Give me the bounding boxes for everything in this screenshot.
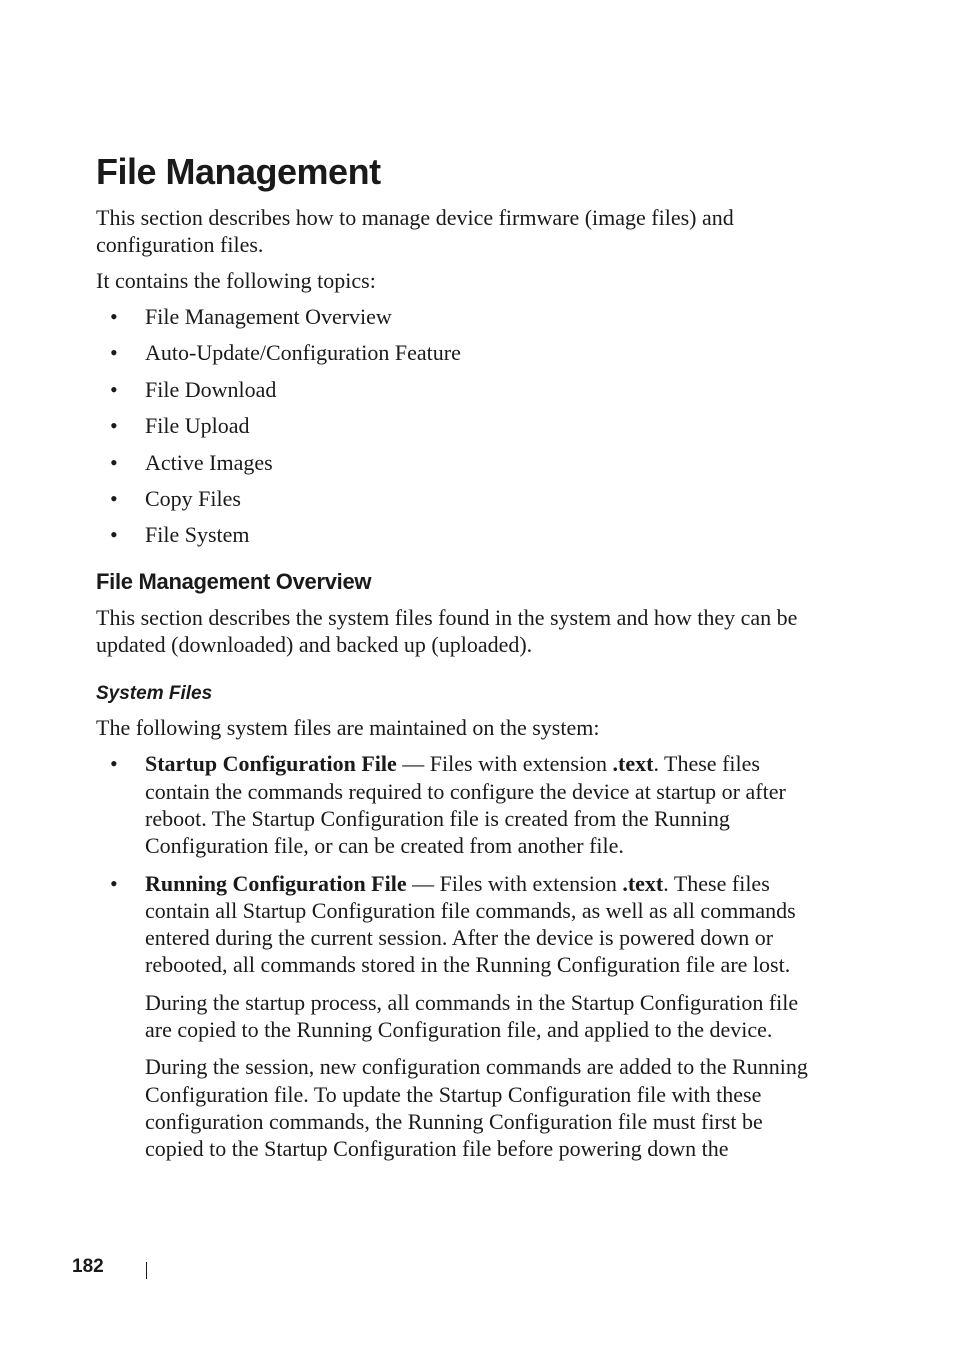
topic-item: • File System — [96, 521, 826, 548]
topic-item: • Copy Files — [96, 485, 826, 512]
overview-paragraph: This section describes the system files found in the system and how they can be updated (downloaded) and backed up (uploaded). — [96, 605, 798, 658]
topics-list — [96, 303, 826, 548]
extension-label: .text — [612, 751, 654, 777]
page-number: 182 — [72, 1256, 104, 1277]
term-dash: — Files with extension — [396, 751, 613, 777]
intro-paragraph: This section describes how to manage device firmware (image files) and configuration files. — [96, 205, 734, 257]
footer-divider — [146, 1262, 147, 1279]
extension-label: .text — [622, 870, 664, 896]
overview-heading: File Management Overview — [96, 569, 372, 595]
startup-process-paragraph: During the startup process, all commands in the Startup Configuration file are copied to the Running Configuration file, and applied to the device. — [145, 989, 799, 1043]
topics-lead: It contains the following topics: — [96, 268, 376, 293]
page-content — [96, 150, 826, 1173]
term-description: . These files contain the commands required to configure the device at startup or after reboot. The Startup Configuration file is created from the Running Configuration file, or can be created from another file. — [145, 751, 786, 859]
page-title: File Management — [96, 151, 381, 192]
system-files-list — [96, 750, 826, 1162]
running-config-paragraph — [145, 870, 826, 979]
term-label: Running Configuration File — [145, 870, 407, 896]
topic-item: • File Upload — [96, 412, 826, 439]
term-label: Startup Configuration File — [145, 751, 397, 777]
startup-config-paragraph — [145, 750, 826, 859]
topic-item: • Active Images — [96, 449, 826, 476]
topic-item: • File Management Overview — [96, 303, 826, 330]
session-paragraph: During the session, new configuration commands are added to the Running Configuration file. To update the Startup Configuration file with these configuration commands, the Running Configuration file must first be copied to the Startup Configuration file before powering down the — [145, 1054, 808, 1162]
system-files-lead: The following system files are maintained on the system: — [96, 715, 600, 741]
topic-item: • File Download — [96, 376, 826, 403]
term-dash: — Files with extension — [406, 870, 623, 896]
list-item — [96, 750, 826, 859]
term-description: . These files contain all Startup Configuration file commands, as well as all commands entered during the current session. After the device is powered down or rebooted, all commands stored in the Running Configuration file are lost. — [145, 870, 796, 978]
system-files-heading: System Files — [96, 683, 213, 705]
topic-item: • Auto-Update/Configuration Feature — [96, 339, 826, 366]
list-item — [96, 870, 826, 1163]
